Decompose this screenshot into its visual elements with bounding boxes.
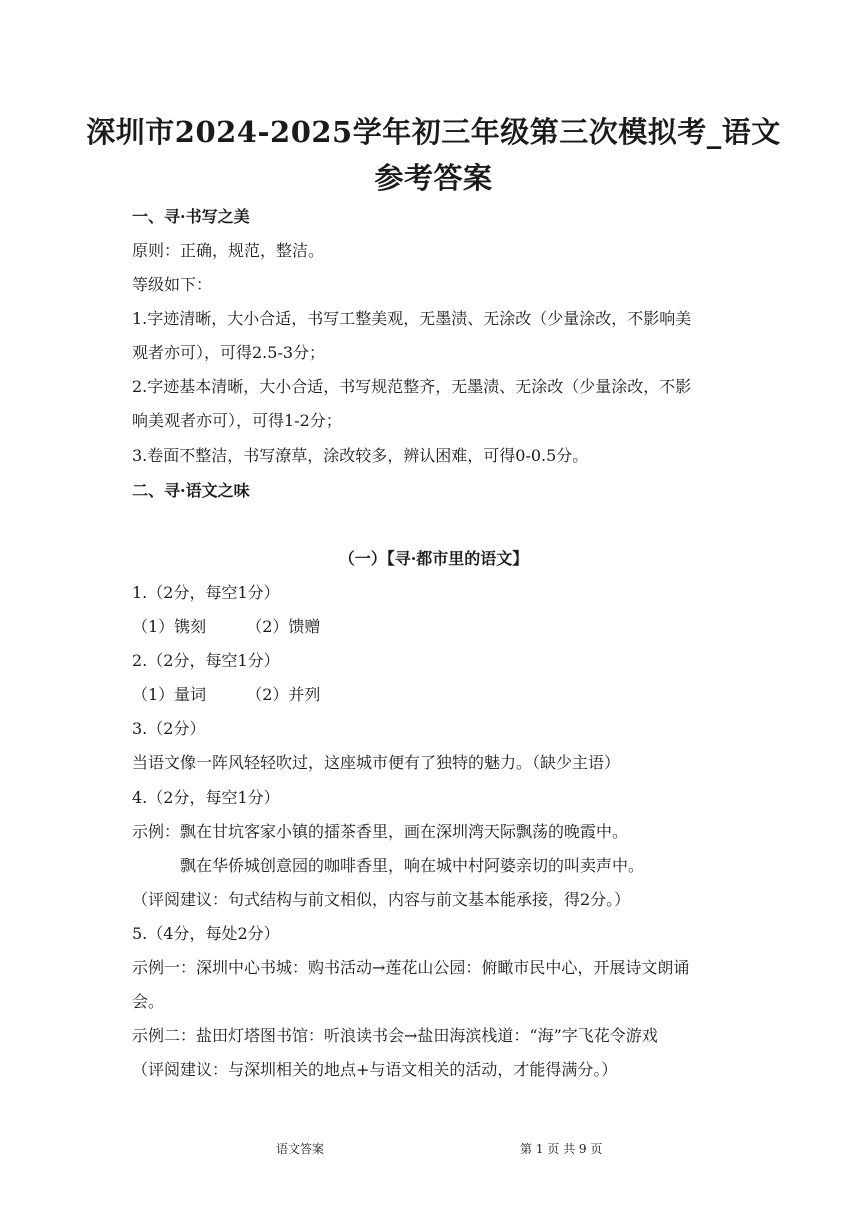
question-3: 3.（2分） — [132, 719, 206, 738]
answer-5-example1-line2: 会。 — [132, 992, 165, 1011]
answer-2 — [132, 682, 320, 705]
question-2: 2.（2分，每空1分） — [132, 651, 280, 670]
answer-1 — [132, 614, 320, 637]
answer-1-item1: （1）镌刻 — [132, 617, 207, 636]
section-heading-writing: 一、寻·书写之美 — [132, 207, 250, 226]
level1-line2: 观者亦可），可得2.5-3分； — [132, 343, 326, 362]
level1-line1: 1.字迹清晰，大小合适，书写工整美观，无墨渍、无涂改（少量涂改，不影响美 — [132, 309, 692, 328]
section-heading-chinese: 二、寻·语文之味 — [132, 481, 250, 500]
subsection-heading: （一）【寻·都市里的语文】 — [338, 549, 529, 568]
level2-line1: 2.字迹基本清晰，大小合适，书写规范整齐，无墨渍、无涂改（少量涂改，不影 — [132, 377, 692, 396]
answer-3: 当语文像一阵风轻轻吹过，这座城市便有了独特的魅力。（缺少主语） — [132, 753, 621, 772]
answer-1-item2: （2）馈赠 — [246, 617, 321, 636]
footer-label: 语文答案 — [276, 1142, 325, 1156]
question-4: 4.（2分，每空1分） — [132, 788, 280, 807]
question-5: 5.（4分，每处2分） — [132, 924, 280, 943]
question-1: 1.（2分，每空1分） — [132, 583, 280, 602]
answer-5-note: （评阅建议：与深圳相关的地点+与语文相关的活动，才能得满分。） — [132, 1060, 618, 1079]
principle-text: 原则：正确，规范，整洁。 — [132, 241, 325, 260]
document-subtitle: 参考答案 — [374, 161, 493, 195]
page-number: 第 1 页 共 9 页 — [520, 1142, 603, 1156]
answer-5-example1-line1: 示例一：深圳中心书城：购书活动→莲花山公园：俯瞰市民中心，开展诗文朗诵 — [132, 958, 690, 977]
answer-4-note: （评阅建议：句式结构与前文相似，内容与前文基本能承接，得2分。） — [132, 890, 631, 909]
answer-2-item1: （1）量词 — [132, 685, 207, 704]
document-title: 深圳市2024-2025学年初三年级第三次模拟考_语文 — [86, 115, 781, 149]
level3-line: 3.卷面不整洁，书写潦草，涂改较多，辨认困难，可得0-0.5分。 — [132, 446, 589, 465]
levels-intro: 等级如下： — [132, 275, 213, 294]
answer-5-example2: 示例二：盐田灯塔图书馆：听浪读书会→盐田海滨栈道：“海”字飞花令游戏 — [132, 1026, 658, 1045]
answer-2-item2: （2）并列 — [246, 685, 321, 704]
answer-4-example1: 示例：飘在甘坑客家小镇的擂茶香里，画在深圳湾天际飘荡的晚霞中。 — [132, 822, 629, 841]
level2-line2: 响美观者亦可），可得1-2分； — [132, 411, 342, 430]
answer-4-example2: 飘在华侨城创意园的咖啡香里，响在城中村阿婆亲切的叫卖声中。 — [180, 856, 645, 875]
